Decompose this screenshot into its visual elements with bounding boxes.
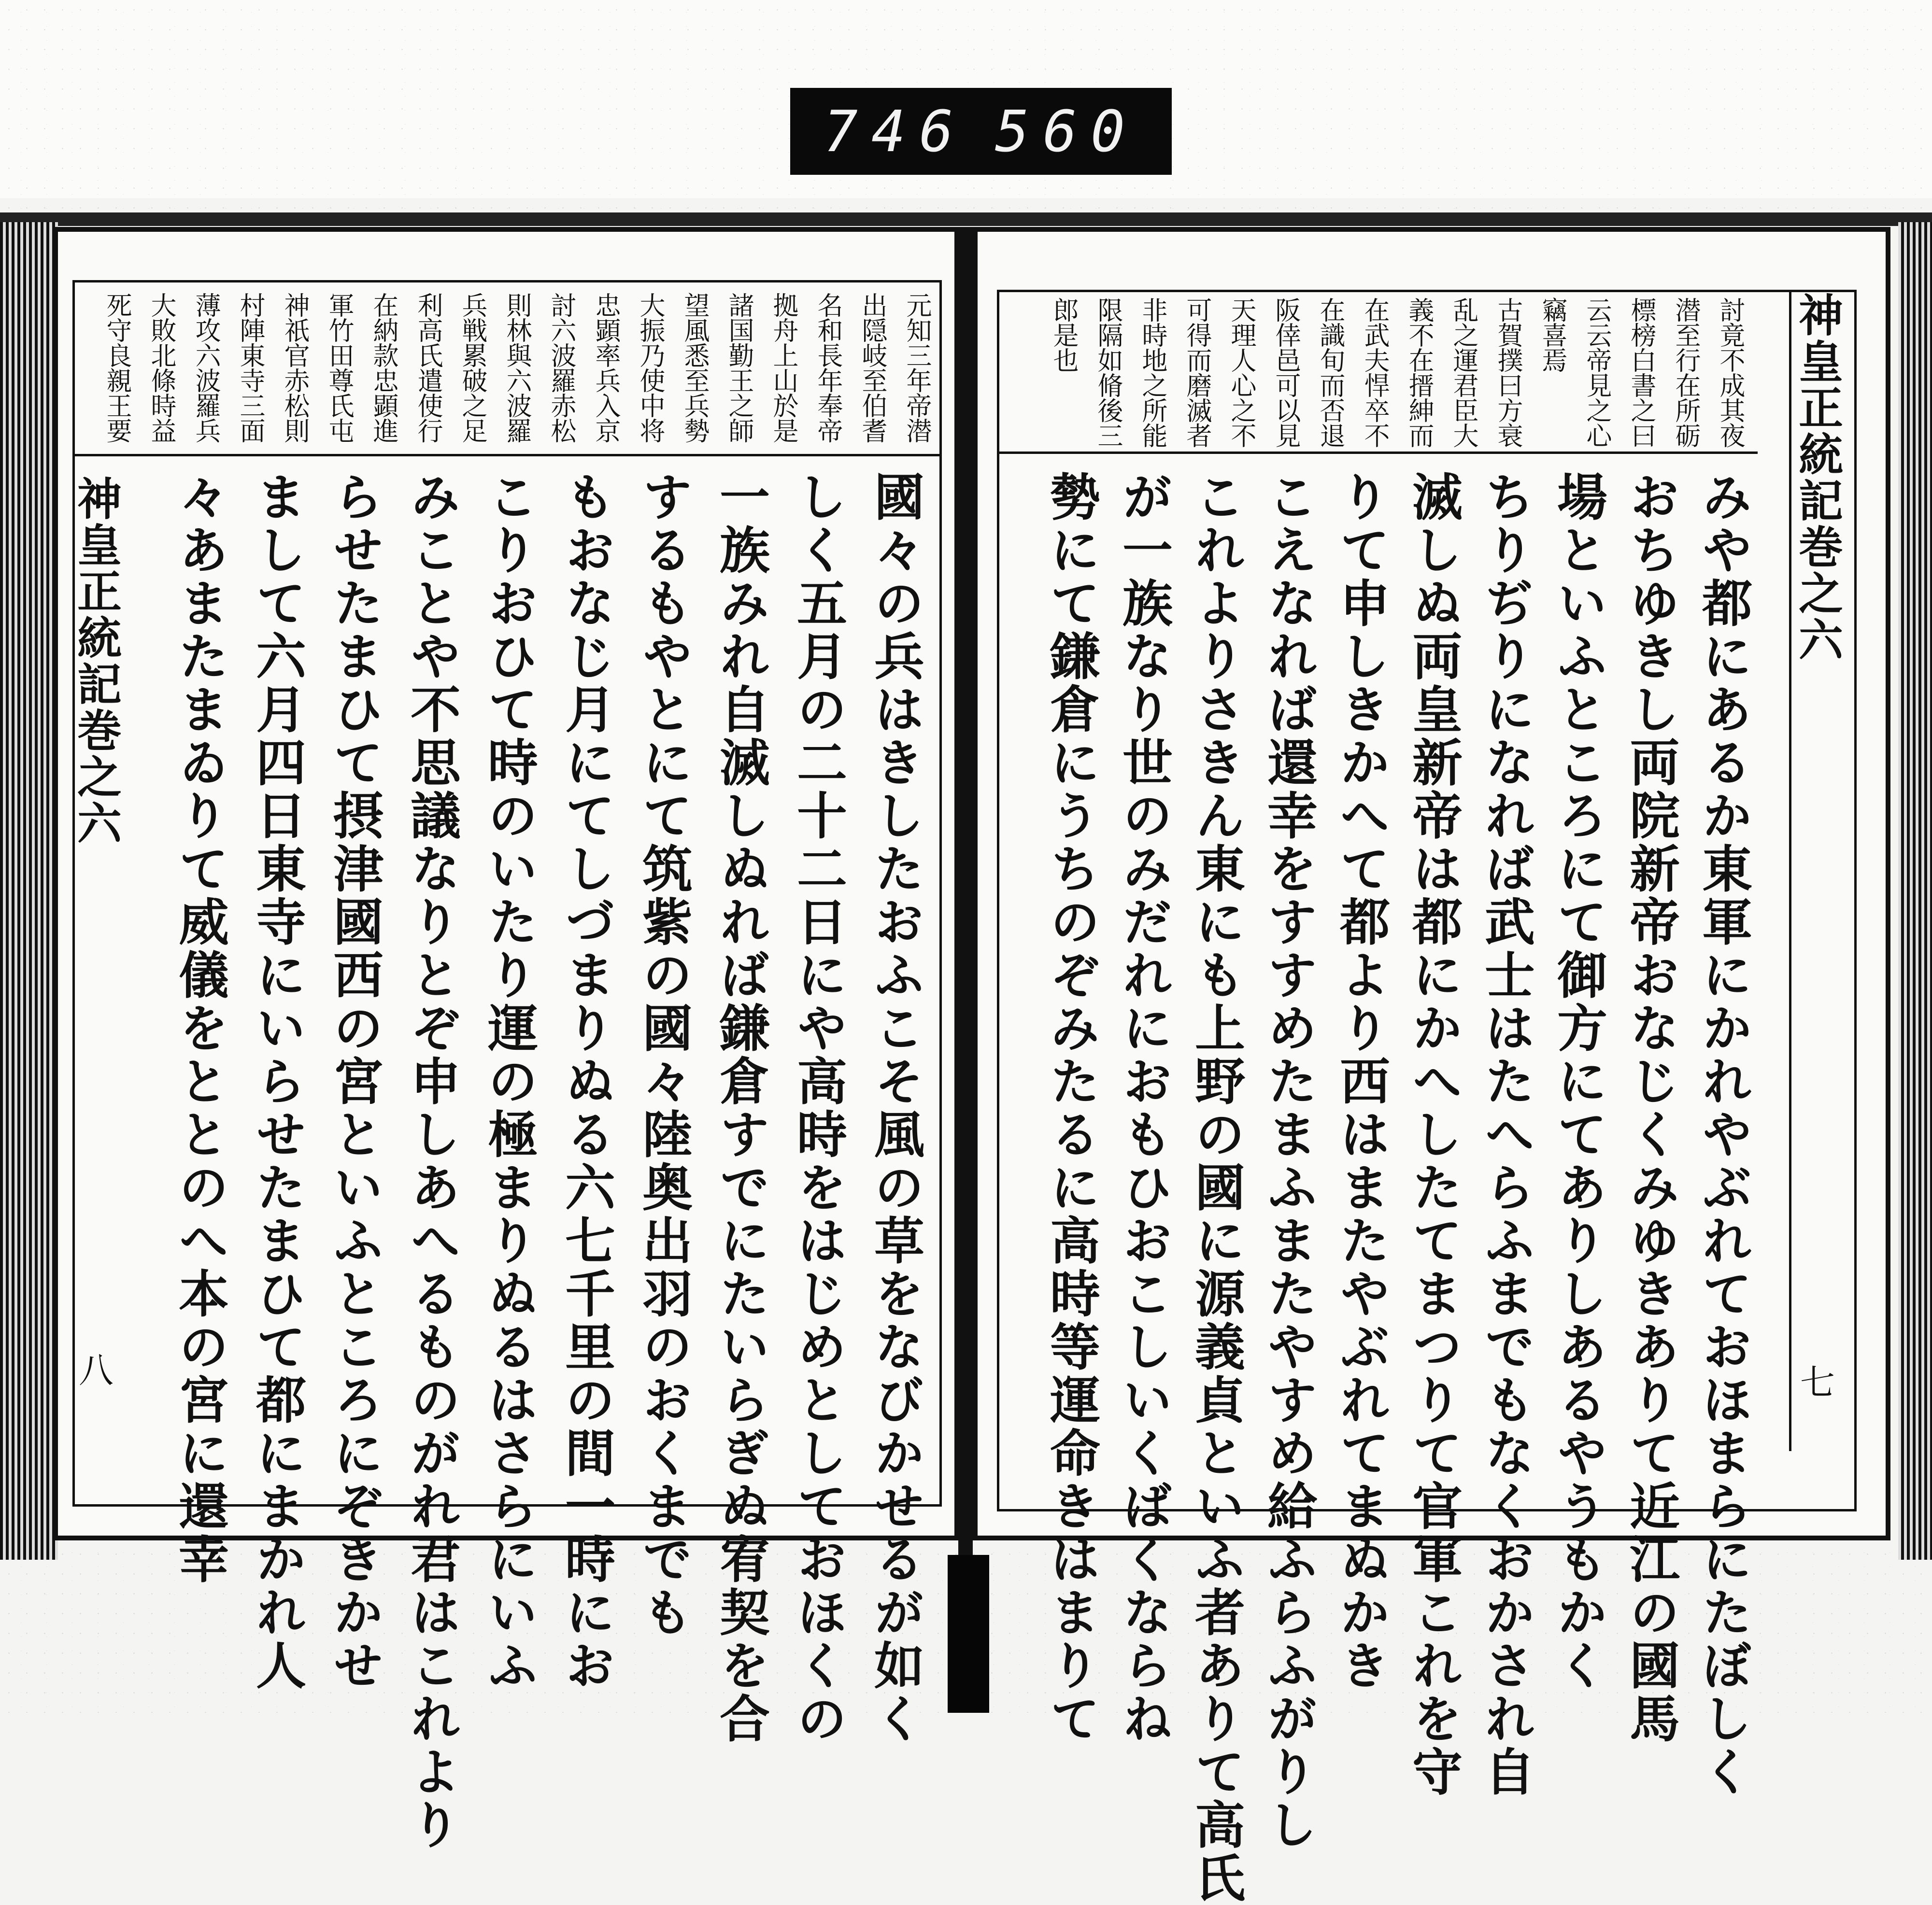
note-column: 阪倖邑可以見 xyxy=(1271,297,1301,448)
spine-tab xyxy=(948,1555,989,1713)
note-column: 利高氏遣使行 xyxy=(413,292,443,443)
note-column: 古賀撲曰方衰 xyxy=(1493,297,1523,448)
note-column: 在納款忠顕進 xyxy=(369,292,398,443)
note-column: 則林與六波羅 xyxy=(502,292,532,443)
note-column: 義不在搢紳而 xyxy=(1405,297,1434,448)
note-column: 在識旬而否退 xyxy=(1316,297,1345,448)
text-column: しく五月の二十二日にや高時をはじめとしておほくの xyxy=(788,471,848,1746)
note-column: 限隔如脩後三 xyxy=(1094,297,1123,448)
note-column: 兵戦累破之足 xyxy=(458,292,487,443)
plate-number-right: 560 xyxy=(994,98,1139,165)
text-column: 場といふところにて御方にてありしあるやうもかく xyxy=(1548,471,1608,1693)
page-number-plate xyxy=(790,88,1172,175)
note-column: 忠顕率兵入京 xyxy=(591,292,621,443)
text-column: らせたまひて摂津國西の宮といふところにぞきかせ xyxy=(325,471,384,1693)
text-column: こりおひて時のいたり運の極まりぬるはさらにいふ xyxy=(479,471,539,1693)
text-column: まして六月四日東寺にいらせたまひて都にまかれ人 xyxy=(247,471,307,1693)
note-column: 竊喜焉 xyxy=(1538,297,1567,372)
note-column: 死守良親王要 xyxy=(102,292,132,443)
note-column: 神祇官赤松則 xyxy=(280,292,310,443)
note-column: 村陣東寺三面 xyxy=(236,292,265,443)
note-column: 望風悉至兵勢 xyxy=(680,292,710,443)
text-column: が一族なり世のみだれにおもひおこしいくばくならね xyxy=(1114,471,1173,1746)
note-column: 標榜白書之曰 xyxy=(1627,297,1656,448)
header-rule xyxy=(75,454,939,456)
note-column: 軍竹田尊氏屯 xyxy=(325,292,354,443)
text-column: 勢にて鎌倉にうちのぞみたるに高時等運命きはまりて xyxy=(1041,471,1101,1746)
page-title: 神皇正統記巻之六 xyxy=(1789,292,1840,1451)
note-column: 出隠岐至伯耆 xyxy=(858,292,887,443)
text-column: ちりぢりになれば武士はたへらふまでもなくおかされ自 xyxy=(1476,471,1535,1799)
text-column: 滅しぬ両皇新帝は都にかへしたてまつりて官軍これを守 xyxy=(1404,471,1463,1799)
note-column: 非時地之所能 xyxy=(1138,297,1167,448)
right-page xyxy=(973,227,1890,1905)
binding-bar xyxy=(0,212,1932,226)
page-title: 神皇正統記巻之六 xyxy=(70,476,122,847)
note-column: 名和長年奉帝 xyxy=(813,292,843,443)
right-page-frame xyxy=(997,290,1857,1905)
note-column: 薄攻六波羅兵 xyxy=(191,292,221,443)
text-column: 々あまたまゐりて威儀をととのへ本の宮に還幸 xyxy=(170,471,229,1586)
left-page-edges xyxy=(0,222,58,1560)
text-column: みことや不思議なりとぞ申しあへるものがれ君はこれより xyxy=(402,471,461,1852)
note-column: 大振乃使中将 xyxy=(636,292,665,443)
text-column: りて申しきかへて都より西はまたやぶれてまぬかき xyxy=(1331,471,1391,1693)
folio-number: 七 xyxy=(1800,1362,1835,1403)
folio-number: 八 xyxy=(79,1350,114,1391)
text-column: おちゆきし両院新帝おなじくみゆきありて近江の國馬 xyxy=(1621,471,1680,1746)
text-column: 國々の兵はきしたおふこそ風の草をなびかせるが如く xyxy=(866,471,925,1746)
note-column: 郎是也 xyxy=(1049,297,1079,372)
note-column: 天理人心之不 xyxy=(1227,297,1256,448)
note-column: 乱之運君臣大 xyxy=(1449,297,1478,448)
left-page-frame xyxy=(70,280,942,1852)
note-column: 大敗北條時益 xyxy=(147,292,176,443)
note-column: 拠舟上山於是 xyxy=(769,292,798,443)
spine-gutter xyxy=(958,227,973,1560)
note-column: 討竟不成其夜 xyxy=(1716,297,1745,448)
note-column: 元知三年帝潜 xyxy=(902,292,932,443)
note-column: 潜至行在所砺 xyxy=(1671,297,1701,448)
text-column: もおなじ月にてしづまりぬる六七千里の間一時にお xyxy=(556,471,616,1693)
right-page-edges xyxy=(1898,222,1932,1560)
header-rule xyxy=(999,452,1758,454)
left-page xyxy=(53,227,959,1852)
note-column: 在武夫悍卒不 xyxy=(1360,297,1390,448)
text-column: 一族みれ自滅しぬれば鎌倉すでにたいらぎぬ宥契を合 xyxy=(711,471,770,1746)
note-column: 可得而磨滅者 xyxy=(1182,297,1212,448)
text-column: するもやとにて筑紫の國々陸奥出羽のおくまでも xyxy=(634,471,693,1639)
text-column: こえなれば還幸をすすめたまふまたやすめ給ふらふがりし xyxy=(1259,471,1318,1852)
text-column: みや都にあるか東軍にかれやぶれておほまらにたぼしく xyxy=(1693,471,1753,1799)
plate-number-left: 746 xyxy=(823,98,967,165)
note-column: 討六波羅赤松 xyxy=(547,292,576,443)
text-column: これよりさきん東にも上野の國に源義貞といふ者ありて高氏 xyxy=(1186,471,1246,1905)
note-column: 諸国勤王之師 xyxy=(724,292,754,443)
note-column: 云云帝見之心 xyxy=(1582,297,1612,448)
